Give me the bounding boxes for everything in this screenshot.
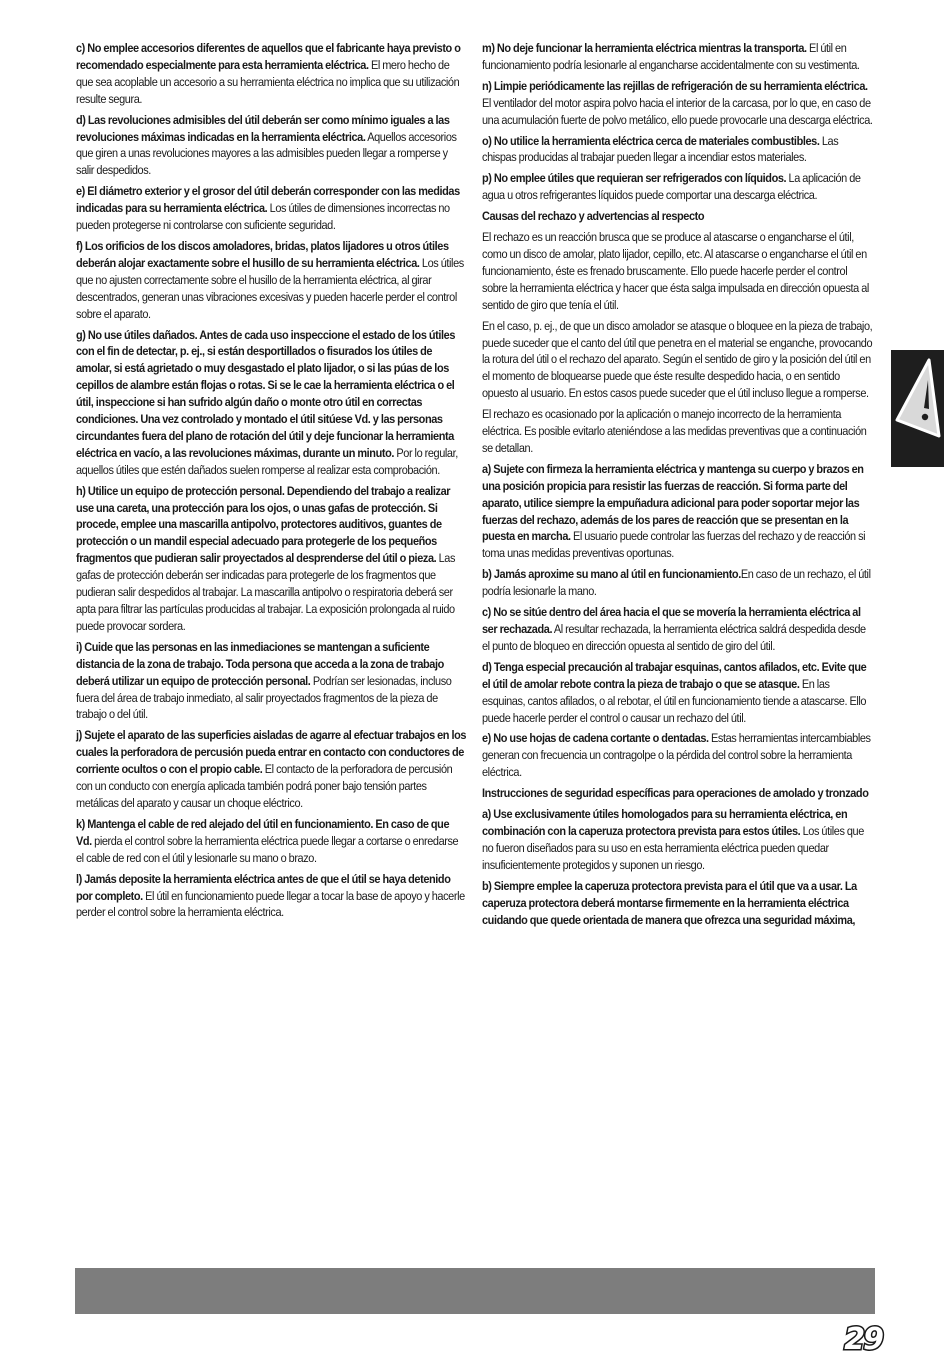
instruction-lead: b) Siempre emplee la caperuza protectora prevista para el útil que va a usar. La caperuza protectora deberá montarse firmemente en la herramienta eléctrica cuidando que quede orientada de manera que ofrezca una seguridad máxima, (482, 878, 857, 927)
instruction-paragraph (482, 730, 873, 781)
instruction-paragraph (482, 78, 873, 129)
instruction-body: En las esquinas, cantos afilados, o al rebotar, el útil en funcionamiento tiende a atascarse. Ello puede hacerle perder el control o causar un rechazo del útil. (482, 676, 867, 725)
instruction-lead: a) Use exclusivamente útiles homologados para su herramienta eléctrica, en combinación con la caperuza protectora prevista para estos útiles. (482, 807, 848, 838)
instruction-body: La aplicación de agua u otros refrigerantes líquidos puede comportar una descarga eléctrica. (482, 171, 861, 203)
instruction-lead: f) Los orificios de los discos amoladores, bridas, platos lijadores u otros útiles deberán alojar exactamente sobre el husillo de su herramienta eléctrica. (76, 238, 449, 270)
instruction-paragraph (482, 878, 873, 929)
instruction-body: El contacto de la perforadora de percusión con un conducto con energía aplicada también podrá poner bajo tensión partes metálicas del aparato y causar un choque eléctrico. (76, 762, 453, 810)
instruction-body: Las gafas de protección deberán ser indicadas para protegerle de los fragmentos que pudieran salir despedidos al trabajar. La mascarilla antipolvo o respiratoria deberá ser apta para filtrar las partículas producidas al trabajar. La exposición prolongada al ruido puede provocar sordera. (76, 551, 456, 633)
instruction-paragraph (76, 816, 467, 867)
instruction-body: El útil en funcionamiento puede llegar a tocar la base de apoyo y hacerle perder el control sobre la herramienta eléctrica. (76, 888, 465, 920)
instruction-paragraph (482, 406, 873, 457)
instruction-body: Podrían ser lesionadas, incluso fuera del área de trabajo inmediato, al salir proyectados fragmentos de la pieza de trabajo o del útil. (76, 673, 452, 722)
instruction-paragraph (76, 112, 467, 180)
instruction-paragraph (482, 604, 873, 655)
instruction-lead: j) Sujete el aparato de las superficies aisladas de agarre al efectuar trabajos en los cuales la perforadora de percusión pueda entrar en contacto con conductores de corriente ocultos o con el propio cable. (76, 728, 467, 777)
instruction-lead: c) No se sitúe dentro del área hacia el que se movería la herramienta eléctrica al ser rechazada. (482, 605, 861, 636)
instruction-lead: b) Jamás aproxime su mano al útil en funcionamiento. (482, 567, 741, 582)
instruction-body: El mero hecho de que sea acoplable un accesorio a su herramienta eléctrica no implica que su utilización resulte segura. (76, 57, 460, 106)
instruction-paragraph (76, 238, 467, 323)
instruction-paragraph (482, 133, 873, 167)
instruction-lead: o) No utilice la herramienta eléctrica cerca de materiales combustibles. (482, 133, 820, 148)
instruction-paragraph (76, 327, 467, 479)
instruction-paragraph (482, 659, 873, 727)
warning-triangle-icon (893, 356, 941, 440)
instruction-body: Los útiles que no ajusten correctamente sobre el husillo de la herramienta eléctrica, al girar descentrados, generan unas vibraciones excesivas y pueden hacerle perder el control sobre el aparato. (76, 255, 464, 321)
instruction-body: Por lo regular, aquellos útiles que estén dañados suelen romperse al realizar esta comprobación. (76, 445, 458, 477)
instruction-body: Al resultar rechazada, la herramienta eléctrica saldrá despedida desde el punto de bloqueo en dirección opuesta al sentido de giro del útil. (482, 622, 866, 653)
instruction-paragraph (76, 871, 467, 922)
left-column (76, 40, 467, 925)
instruction-lead: e) El diámetro exterior y el grosor del útil deberán corresponder con las medidas indicadas para su herramienta eléctrica. (76, 184, 460, 216)
instruction-body: Las chispas producidas al trabajar pueden llegar a incendiar estos materiales. (482, 133, 839, 165)
instruction-lead: m) No deje funcionar la herramienta eléctrica mientras la transporta. (482, 41, 807, 55)
instruction-body: En caso de un rechazo, el útil podría lesionarle la mano. (482, 567, 871, 599)
instruction-paragraph (482, 40, 873, 74)
instruction-lead: k) Mantenga el cable de red alejado del útil en funcionamiento. En caso de que Vd. (76, 816, 450, 848)
instruction-lead: h) Utilice un equipo de protección personal. Dependiendo del trabajo a realizar use una careta, una protección para los ojos, o unas gafas de protección. Si procede, emplee una mascarilla antipolvo, protectores auditivos, guantes de protección o un mandil especial adecuado para protegerle de los pequeños fragmentos que pudieran salir proyectados al desprenderse del útil o pieza. (76, 483, 451, 566)
instruction-lead: d) Tenga especial precaución al trabajar esquinas, cantos afilados, etc. Evite que el útil de amolar rebote contra la pieza de trabajo o que se atasque. (482, 659, 867, 691)
instruction-lead: d) Las revoluciones admisibles del útil deberán ser como mínimo iguales a las revoluciones máximas indicadas en la herramienta eléctrica. (76, 112, 450, 144)
instruction-body: El rechazo es ocasionado por la aplicación o manejo incorrecto de la herramienta eléctrica. Es posible evitarlo ateniéndose a las medidas preventivas que a continuación se detallan. (482, 407, 867, 455)
instruction-paragraph (482, 170, 873, 204)
instruction-body: Los útiles que no fueron diseñados para su uso en esta herramienta eléctrica pueden quedar insuficientemente protegidos y suponen un riesgo. (482, 823, 864, 872)
instruction-body: El rechazo es un reacción brusca que se produce al atascarse o engancharse el útil, como un disco de amolar, plato lijador, cepillo, etc. Al atascarse o engancharse el útil en funcionamiento, éste es frenado bruscamente. Ello puede hacerle perder el control sobre la herramienta eléctrica y hacer que ésta salga impulsada en dirección opuesta al sentido de giro que tenía el útil. (482, 230, 869, 312)
section-heading: Causas del rechazo y advertencias al respecto (482, 209, 705, 224)
section-heading: Instrucciones de seguridad específicas para operaciones de amolado y tronzado (482, 786, 869, 801)
instruction-paragraph (76, 639, 467, 724)
instruction-paragraph (76, 40, 467, 108)
instruction-body: El útil en funcionamiento podría lesionarle al engancharse accidentalmente con su vestimenta. (482, 41, 860, 72)
instruction-lead: g) No use útiles dañados. Antes de cada uso inspeccione el estado de los útiles con el fin de detectar, p. ej., si están desportillados o fisurados los útiles de amolar, si está agrietado o muy desgastado el plato lijador, o si las púas de los cepillos de alambre están flojas o rotas. Si se le cae la herramienta eléctrica o el útil, inspeccione si han sufrido algún daño o monte otro útil en correctas condiciones. Una vez controlado y montado el útil sitúese Vd. y las personas circundantes fuera del plano de rotación del útil y deje funcionar la herramienta eléctrica en vacío, a las revoluciones máximas, durante un minuto. (76, 327, 456, 460)
instruction-lead: i) Cuide que las personas en las inmediaciones se mantengan a suficiente distancia de la zona de trabajo. Toda persona que acceda a la zona de trabajo deberá utilizar un equipo de protección personal. (76, 639, 444, 688)
instruction-lead: e) No use hojas de cadena cortante o dentadas. (482, 731, 709, 746)
instruction-body: En el caso, p. ej., de que un disco amolador se atasque o bloquee en la pieza de trabajo, puede suceder que el canto del útil que penetra en el material se enganche, provocando la rotura del útil o el rechazo del aparato. Según el sentido de giro y la posición del útil en el momento de bloquearse puede que éste resulte despedido hacia, o en sentido opuesto al usuario. En estos casos puede suceder que el útil incluso llegue a romperse. (482, 318, 873, 401)
instruction-paragraph (482, 806, 873, 874)
instruction-body: El ventilador del motor aspira polvo hacia el interior de la carcasa, por lo que, en caso de una acumulación fuerte de polvo metálico, ello puede provocarle una descarga eléctrica. (482, 95, 873, 127)
instruction-lead: a) Sujete con firmeza la herramienta eléctrica y mantenga su cuerpo y brazos en una posición propicia para resistir las fuerzas de reacción. Si forma parte del aparato, utilice siempre la empuñadura adicional para poder soportar mejor las fuerzas del rechazo, además de los pares de reacción que se presentan en la puesta en marcha. (482, 461, 864, 544)
instruction-lead: n) Limpie periódicamente las rejillas de refrigeración de su herramienta eléctrica. (482, 78, 868, 93)
instruction-lead: l) Jamás deposite la herramienta eléctrica antes de que el útil se haya detenido por completo. (76, 871, 451, 903)
instruction-paragraph (482, 318, 873, 403)
instruction-paragraph (76, 727, 467, 812)
instruction-paragraph (482, 566, 873, 600)
footer-band (75, 1268, 875, 1314)
instruction-body: pierda el control sobre la herramienta eléctrica puede llegar a cortarse o enredarse el cable de red con el útil y lesionarle su mano o brazo. (76, 833, 459, 865)
instruction-body: El usuario puede controlar las fuerzas del rechazo y de reacción si toma unas medidas preventivas oportunas. (482, 529, 866, 561)
page-number: 29 (844, 1322, 882, 1357)
instruction-body: Estas herramientas intercambiables generan con frecuencia un contragolpe o la pérdida del control sobre la herramienta eléctrica. (482, 731, 871, 780)
instruction-body: Los útiles de dimensiones incorrectas no pueden protegerse ni controlarse con suficiente seguridad. (76, 201, 450, 233)
instruction-paragraph (76, 183, 467, 234)
instruction-paragraph (482, 229, 873, 314)
instruction-body: Aquellos accesorios que giren a unas revoluciones mayores a las admisibles pueden llegar a romperse y salir despedidos. (76, 129, 457, 178)
instruction-lead: c) No emplee accesorios diferentes de aquellos que el fabricante haya previsto o recomendado especialmente para esta herramienta eléctrica. (76, 41, 461, 72)
instruction-paragraph (482, 461, 873, 562)
right-column (482, 40, 873, 932)
warning-tab (891, 350, 944, 467)
instruction-lead: p) No emplee útiles que requieran ser refrigerados con líquidos. (482, 171, 787, 186)
instruction-paragraph (76, 483, 467, 635)
